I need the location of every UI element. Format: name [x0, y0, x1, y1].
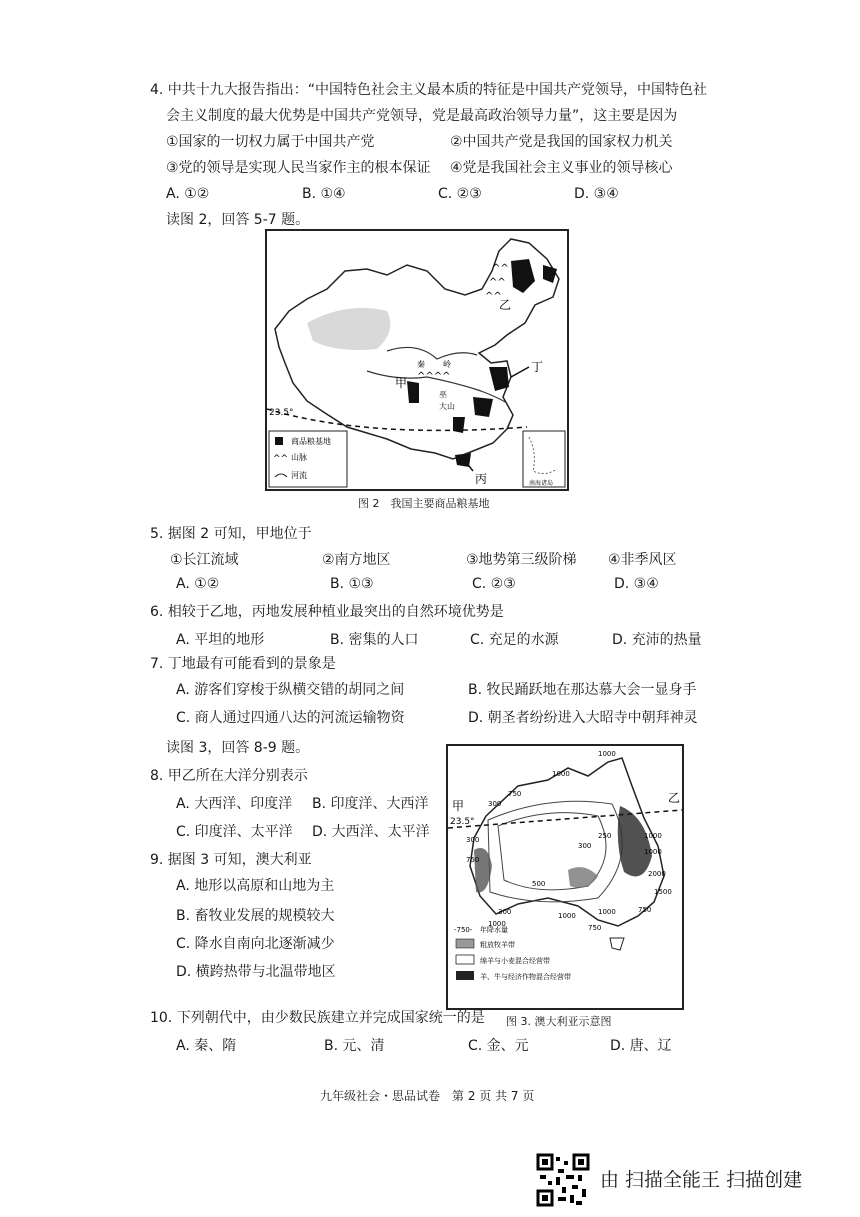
mountain-ne-1: ^^ [492, 263, 509, 274]
q4-answer-d: D. ③④ [574, 186, 619, 202]
intro-figure-3: 读图 3，回答 8-9 题。 [166, 740, 310, 756]
q7-answer-a: A. 游客们穿梭于纵横交错的胡同之间 [176, 682, 405, 698]
q5-answer-b: B. ①③ [330, 576, 374, 592]
q6-answer-d: D. 充沛的热量 [612, 632, 702, 648]
china-map-svg [267, 231, 567, 489]
intro-figure-2: 读图 2，回答 5-7 题。 [166, 212, 310, 228]
q4-option-2: ②中国共产党是我国的国家权力机关 [450, 134, 673, 150]
scanner-watermark: 由 扫描全能王 扫描创建 [600, 1169, 803, 1191]
inset-label: 南海诸岛 [529, 480, 554, 487]
label-bing: 丙 [475, 472, 488, 486]
map2-caption: 图 2 我国主要商品粮基地 [358, 497, 490, 510]
yellow-river [387, 347, 477, 359]
iso-label-9: 300 [578, 842, 592, 850]
q4-answer-a: A. ①② [166, 186, 210, 202]
q8-stem: 8. 甲乙所在大洋分别表示 [150, 768, 308, 784]
grain-base-chengdu [407, 381, 419, 403]
q4-option-4: ④党是我国社会主义事业的领导核心 [450, 160, 673, 176]
qr-code-icon [536, 1153, 590, 1207]
iso-label-3: 750 [508, 790, 522, 798]
iso-label-16: 1500 [654, 888, 672, 896]
q8-answer-b: B. 印度洋、大西洋 [312, 796, 429, 812]
iso-label-19: 1000 [644, 832, 662, 840]
legend-wheat-label: 绵羊与小麦混合经营带 [480, 957, 550, 965]
tropic-label: 23.5° [269, 408, 294, 418]
iso-label-11: 1000 [558, 912, 576, 920]
q6-answer-b: B. 密集的人口 [330, 632, 419, 648]
q7-answer-d: D. 朝圣者纷纷进入大昭寺中朝拜神灵 [468, 710, 698, 726]
label-yi-au: 乙 [668, 791, 681, 805]
mountain-ne-3: ^^ [485, 291, 502, 302]
legend-wheat-swatch [456, 955, 474, 964]
q5-answer-d: D. ③④ [614, 576, 659, 592]
iso-label-5: 300 [466, 836, 480, 844]
page-footer: 九年级社会・思品试卷 第 2 页 共 7 页 [320, 1089, 535, 1103]
arrow-ding [511, 367, 529, 377]
mt-label-wu: 巫 [439, 390, 447, 399]
iso-label-2: 1000 [552, 770, 570, 778]
q7-answer-c: C. 商人通过四通八达的河流运输物资 [176, 710, 405, 726]
q4-answer-c: C. ②③ [438, 186, 482, 202]
legend-grain-swatch [275, 437, 283, 445]
iso-label-8: 500 [532, 880, 546, 888]
legend-iso-symbol: -750- [454, 926, 473, 934]
iso-label-7: 300 [498, 908, 512, 916]
mountain-qinling: ^^^^ [417, 371, 451, 382]
iso-label-18: 1000 [598, 908, 616, 916]
q9-answer-b: B. 畜牧业发展的规模较大 [176, 908, 335, 924]
q4-answer-b: B. ①④ [302, 186, 346, 202]
q8-answer-d: D. 大西洋、太平洋 [312, 824, 430, 840]
q5-option-3: ③地势第三级阶梯 [466, 552, 577, 568]
iso-label-14: 1000 [644, 848, 662, 856]
q10-answer-b: B. 元、清 [324, 1038, 385, 1054]
australia-map [446, 744, 684, 1010]
mt-label-ling: 岭 [443, 360, 451, 369]
legend-cattle-label: 羊、牛与经济作物混合经营带 [480, 973, 571, 981]
australia-map-svg [448, 746, 682, 1008]
map2-inset-box [523, 431, 565, 487]
q5-option-2: ②南方地区 [322, 552, 391, 568]
zone-south [568, 867, 598, 888]
iso-label-4: 1000 [598, 750, 616, 758]
grain-base-jianghan [473, 397, 493, 417]
iso-label-15: 2000 [648, 870, 666, 878]
q8-answer-a: A. 大西洋、印度洋 [176, 796, 293, 812]
iso-label-12: 750 [588, 924, 602, 932]
iso-label-10: 1000 [488, 920, 506, 928]
q8-answer-c: C. 印度洋、太平洋 [176, 824, 293, 840]
desert-area [307, 308, 390, 350]
q4-option-3: ③党的领导是实现人民当家作主的根本保证 [166, 160, 431, 176]
legend-sheep-swatch [456, 939, 474, 948]
iso-label-13: 250 [598, 832, 612, 840]
q4-stem-line1: 4. 中共十九大报告指出：“中国特色社会主义最本质的特征是中国共产党领导，中国特色社 [150, 82, 708, 98]
q5-option-1: ①长江流域 [170, 552, 239, 568]
q4-stem-line2: 会主义制度的最大优势是中国共产党领导，党是最高政治领导力量”，这主要是因为 [166, 108, 678, 124]
legend-sheep-label: 粗放牧羊带 [480, 941, 515, 949]
q5-answer-a: A. ①② [176, 576, 220, 592]
china-grain-map [265, 229, 569, 491]
mt-label-qin: 秦 [417, 360, 425, 369]
q9-answer-c: C. 降水自南向北逐渐减少 [176, 936, 335, 952]
iso-label-17: 750 [638, 906, 652, 914]
tropic-label-au: 23.5° [450, 817, 475, 827]
q9-answer-d: D. 横跨热带与北温带地区 [176, 964, 336, 980]
legend-rainfall-label: 年降水量 [480, 926, 508, 934]
q5-stem: 5. 据图 2 可知，甲地位于 [150, 526, 312, 542]
tasmania [610, 938, 624, 950]
q10-answer-d: D. 唐、辽 [610, 1038, 672, 1054]
iso-label-6: 750 [466, 856, 480, 864]
q10-stem: 10. 下列朝代中，由少数民族建立并完成国家统一的是 [150, 1010, 485, 1026]
mt-label-da: 大 [439, 402, 447, 411]
label-jia-au: 甲 [452, 799, 465, 813]
q10-answer-a: A. 秦、隋 [176, 1038, 237, 1054]
legend-cattle-swatch [456, 971, 474, 980]
legend-river-label: 河流 [291, 471, 307, 480]
q7-answer-b: B. 牧民踊跃地在那达慕大会一显身手 [468, 682, 697, 698]
grain-base-sanjiang [511, 259, 535, 293]
q4-option-1: ①国家的一切权力属于中国共产党 [166, 134, 375, 150]
grain-base-huabei [489, 367, 509, 391]
q10-answer-c: C. 金、元 [468, 1038, 529, 1054]
iso-label-1: 300 [488, 800, 502, 808]
label-jia: 甲 [395, 376, 408, 390]
label-yi: 乙 [499, 298, 512, 312]
q6-stem: 6. 相较于乙地，丙地发展种植业最突出的自然环境优势是 [150, 604, 504, 620]
zone-east [618, 806, 652, 876]
q7-stem: 7. 丁地最有可能看到的景象是 [150, 656, 336, 672]
mountain-ne-2: ^^ [489, 277, 506, 288]
label-ding: 丁 [531, 360, 544, 374]
q6-answer-c: C. 充足的水源 [470, 632, 559, 648]
q9-answer-a: A. 地形以高原和山地为主 [176, 878, 335, 894]
q9-stem: 9. 据图 3 可知，澳大利亚 [150, 852, 312, 868]
grain-base-ne [543, 265, 557, 283]
map3-caption: 图 3. 澳大利亚示意图 [506, 1015, 612, 1028]
legend-grain-label: 商品粮基地 [291, 437, 331, 446]
legend-mountain-symbol: ^^ [273, 454, 289, 464]
q5-answer-c: C. ②③ [472, 576, 516, 592]
q6-answer-a: A. 平坦的地形 [176, 632, 265, 648]
q5-option-4: ④非季风区 [608, 552, 677, 568]
legend-mountain-label: 山脉 [291, 453, 307, 462]
mt-label-shan: 山 [447, 402, 455, 411]
